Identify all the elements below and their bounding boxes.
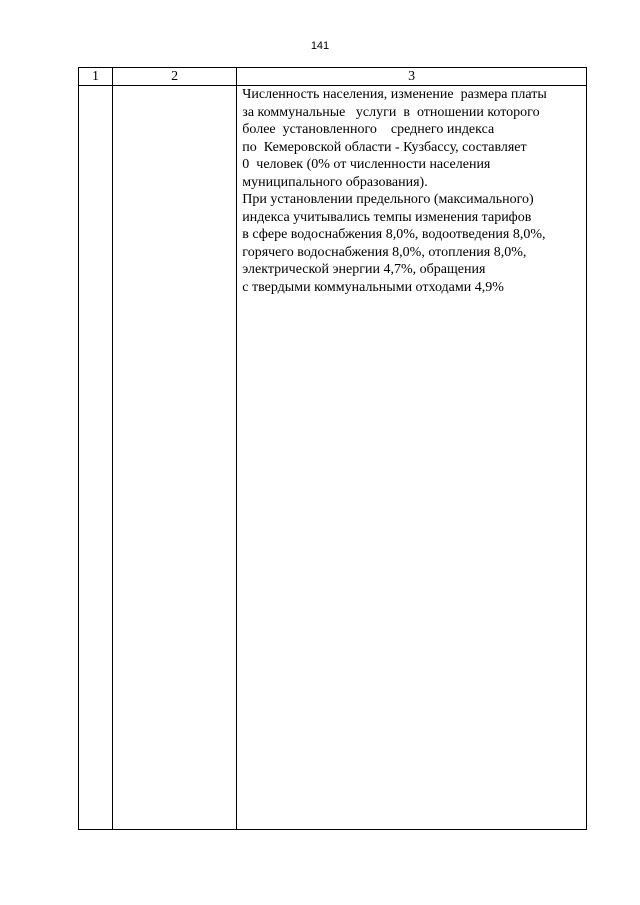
table-cell-col1 (79, 86, 113, 830)
text-line: муниципального образования). (242, 174, 428, 190)
table-row (79, 86, 587, 830)
document-table (78, 67, 587, 830)
text-line: индекса учитывались темпы изменения тарифов (242, 209, 532, 225)
table-cell-col2 (113, 86, 237, 830)
column-header-2: 2 (113, 68, 237, 86)
text-line: При установлении предельного (максимального) (242, 192, 534, 207)
cell-text-block (237, 86, 586, 296)
text-line: в сфере водоснабжения 8,0%, водоотведения 8,0%, (242, 227, 546, 242)
text-line: более установленного среднего индекса (242, 122, 495, 137)
page-number: 141 (310, 40, 330, 52)
table-cell-col3 (237, 86, 587, 830)
text-line: по Кемеровской области - Кузбассу, составляет (242, 139, 527, 155)
text-line: горячего водоснабжения 8,0%, отопления 8,0%, (242, 244, 527, 260)
text-line: Численность населения, изменение размера платы (242, 87, 547, 102)
text-line: за коммунальные услуги в отношении которого (242, 104, 540, 120)
text-line: 0 человек (0% от численности населения (242, 157, 491, 172)
column-header-3: 3 (237, 68, 587, 86)
text-line: электрической энергии 4,7%, обращения (242, 262, 486, 277)
column-header-1: 1 (79, 68, 113, 86)
text-line: с твердыми коммунальными отходами 4,9% (242, 279, 504, 295)
table-header-row (79, 68, 587, 86)
